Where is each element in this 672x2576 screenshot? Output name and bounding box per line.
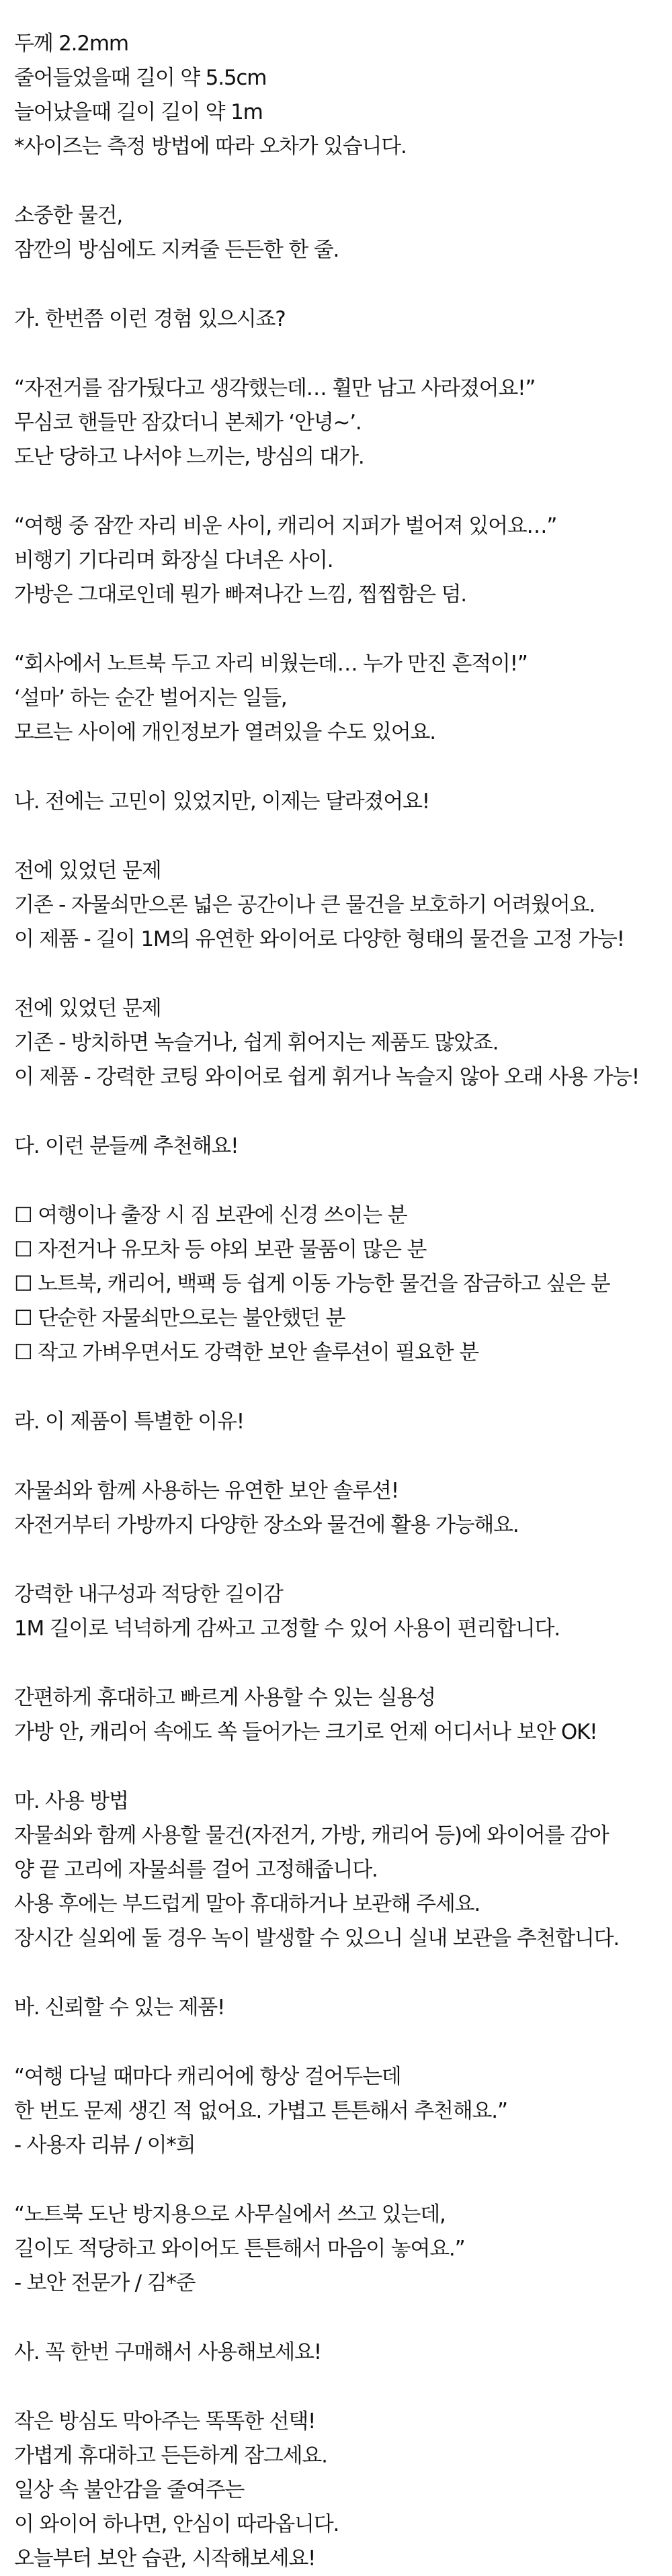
- section-heading: 사. 꼭 한번 구매해서 사용해보세요!: [14, 2340, 321, 2364]
- problem-2: [14, 992, 659, 1094]
- spec-note: *사이즈는 측정 방법에 따라 오차가 있습니다.: [14, 134, 407, 159]
- feature-title: 자물쇠와 함께 사용하는 유연한 보안 솔루션!: [14, 1479, 398, 1503]
- story-text: ‘설마’ 하는 순간 벌어지는 일들,: [14, 686, 287, 710]
- section-ma: [14, 1785, 659, 1956]
- section-heading: 가. 한번쯤 이런 경험 있으시죠?: [14, 307, 286, 331]
- closing-message: [14, 2405, 659, 2576]
- review-1: [14, 2060, 659, 2163]
- section-sa: [14, 2335, 659, 2370]
- spec-length-min: 줄어들었을때 길이 약 5.5cm: [14, 66, 267, 90]
- section-ba: [14, 1991, 659, 2025]
- story-travel: [14, 509, 659, 612]
- recommend-item: ☐ 단순한 자물쇠만으로는 불안했던 분: [14, 1306, 345, 1330]
- feature-2: [14, 1578, 659, 1646]
- review-text: “여행 다닐 때마다 캐리어에 항상 걸어두는데: [14, 2065, 401, 2089]
- closing-line: 일상 속 불안감을 줄여주는: [14, 2478, 245, 2502]
- story-office: [14, 647, 659, 750]
- usage-step: 양 끝 고리에 자물쇠를 걸어 고정해줍니다.: [14, 1858, 378, 1882]
- section-ra: [14, 1405, 659, 1439]
- closing-line: 작은 방심도 막아주는 똑똑한 선택!: [14, 2409, 316, 2434]
- spec-block: [14, 27, 659, 164]
- intro-line-1: 소중한 물건,: [14, 204, 123, 228]
- spec-thickness: 두께 2.2mm: [14, 32, 128, 56]
- review-author: - 사용자 리뷰 / 이*희: [14, 2133, 196, 2157]
- problem-after: 이 제품 - 강력한 코팅 와이어로 쉽게 휘거나 녹슬지 않아 오래 사용 가능!: [14, 1065, 639, 1089]
- intro-line-2: 잠깐의 방심에도 지켜줄 든든한 한 줄.: [14, 238, 339, 262]
- story-text: 도난 당하고 나서야 느끼는, 방심의 대가.: [14, 445, 364, 469]
- section-ga: [14, 302, 659, 337]
- feature-3: [14, 1681, 659, 1750]
- usage-step: 자물쇠와 함께 사용할 물건(자전거, 가방, 캐리어 등)에 와이어를 감아: [14, 1823, 609, 1848]
- review-text: 한 번도 문제 생긴 적 없어요. 가볍고 튼튼해서 추천해요.”: [14, 2099, 507, 2123]
- story-text: 비행기 기다리며 화장실 다녀온 사이.: [14, 548, 333, 572]
- section-heading: 나. 전에는 고민이 있었지만, 이제는 달라졌어요!: [14, 789, 429, 814]
- feature-desc: 1M 길이로 넉넉하게 감싸고 고정할 수 있어 사용이 편리합니다.: [14, 1617, 560, 1641]
- section-na: [14, 785, 659, 819]
- review-text: 길이도 적당하고 와이어도 튼튼해서 마음이 놓여요.”: [14, 2237, 465, 2261]
- story-bicycle: [14, 372, 659, 474]
- story-quote: “여행 중 잠깐 자리 비운 사이, 캐리어 지퍼가 벌어져 있어요…”: [14, 514, 557, 538]
- review-author: - 보안 전문가 / 김*준: [14, 2271, 196, 2295]
- recommend-item: ☐ 자전거나 유모차 등 야외 보관 물품이 많은 분: [14, 1238, 427, 1262]
- product-description: [14, 27, 659, 2576]
- section-heading: 바. 신뢰할 수 있는 제품!: [14, 1995, 225, 2020]
- recommend-item: ☐ 여행이나 출장 시 짐 보관에 신경 쓰이는 분: [14, 1203, 407, 1228]
- usage-step: 사용 후에는 부드럽게 말아 휴대하거나 보관해 주세요.: [14, 1892, 480, 1916]
- feature-1: [14, 1474, 659, 1543]
- story-quote: “자전거를 잠가뒀다고 생각했는데… 휠만 남고 사라졌어요!”: [14, 376, 536, 400]
- recommend-item: ☐ 작고 가벼우면서도 강력한 보안 솔루션이 필요한 분: [14, 1340, 478, 1365]
- review-text: “노트북 도난 방지용으로 사무실에서 쓰고 있는데,: [14, 2202, 446, 2227]
- problem-before: 기존 - 방치하면 녹슬거나, 쉽게 휘어지는 제품도 많았죠.: [14, 1031, 499, 1055]
- usage-step: 장시간 실외에 둘 경우 녹이 발생할 수 있으니 실내 보관을 추천합니다.: [14, 1926, 620, 1950]
- story-text: 무심코 핸들만 잠갔더니 본체가 ‘안녕~’.: [14, 411, 362, 435]
- section-heading: 라. 이 제품이 특별한 이유!: [14, 1410, 244, 1434]
- recommend-list: [14, 1199, 659, 1370]
- problem-1: [14, 854, 659, 957]
- closing-line: 가볍게 휴대하고 든든하게 잠그세요.: [14, 2444, 327, 2468]
- feature-desc: 가방 안, 캐리어 속에도 쏙 들어가는 크기로 언제 어디서나 보안 OK!: [14, 1720, 597, 1744]
- feature-title: 간편하게 휴대하고 빠르게 사용할 수 있는 실용성: [14, 1686, 435, 1710]
- story-text: 모르는 사이에 개인정보가 열려있을 수도 있어요.: [14, 720, 435, 744]
- story-text: 가방은 그대로인데 뭔가 빠져나간 느낌, 찝찝함은 덤.: [14, 583, 466, 607]
- closing-line: 이 와이어 하나면, 안심이 따라옵니다.: [14, 2512, 339, 2536]
- feature-title: 강력한 내구성과 적당한 길이감: [14, 1582, 283, 1606]
- review-2: [14, 2198, 659, 2301]
- section-da: [14, 1129, 659, 1164]
- problem-after: 이 제품 - 길이 1M의 유연한 와이어로 다양한 형태의 물건을 고정 가능!: [14, 927, 624, 951]
- story-quote: “회사에서 노트북 두고 자리 비웠는데… 누가 만진 흔적이!”: [14, 652, 528, 676]
- problem-before: 기존 - 자물쇠만으론 넓은 공간이나 큰 물건을 보호하기 어려웠어요.: [14, 893, 595, 917]
- feature-desc: 자전거부터 가방까지 다양한 장소와 물건에 활용 가능해요.: [14, 1513, 519, 1537]
- spec-length-max: 늘어났을때 길이 길이 약 1m: [14, 100, 263, 124]
- intro-block: [14, 199, 659, 267]
- section-heading: 다. 이런 분들께 추천해요!: [14, 1134, 239, 1158]
- problem-title: 전에 있었던 문제: [14, 859, 161, 883]
- problem-title: 전에 있었던 문제: [14, 996, 161, 1021]
- recommend-item: ☐ 노트북, 캐리어, 백팩 등 쉽게 이동 가능한 물건을 잠금하고 싶은 분: [14, 1272, 610, 1296]
- section-heading: 마. 사용 방법: [14, 1789, 128, 1813]
- closing-line: 오늘부터 보안 습관, 시작해보세요!: [14, 2546, 316, 2571]
